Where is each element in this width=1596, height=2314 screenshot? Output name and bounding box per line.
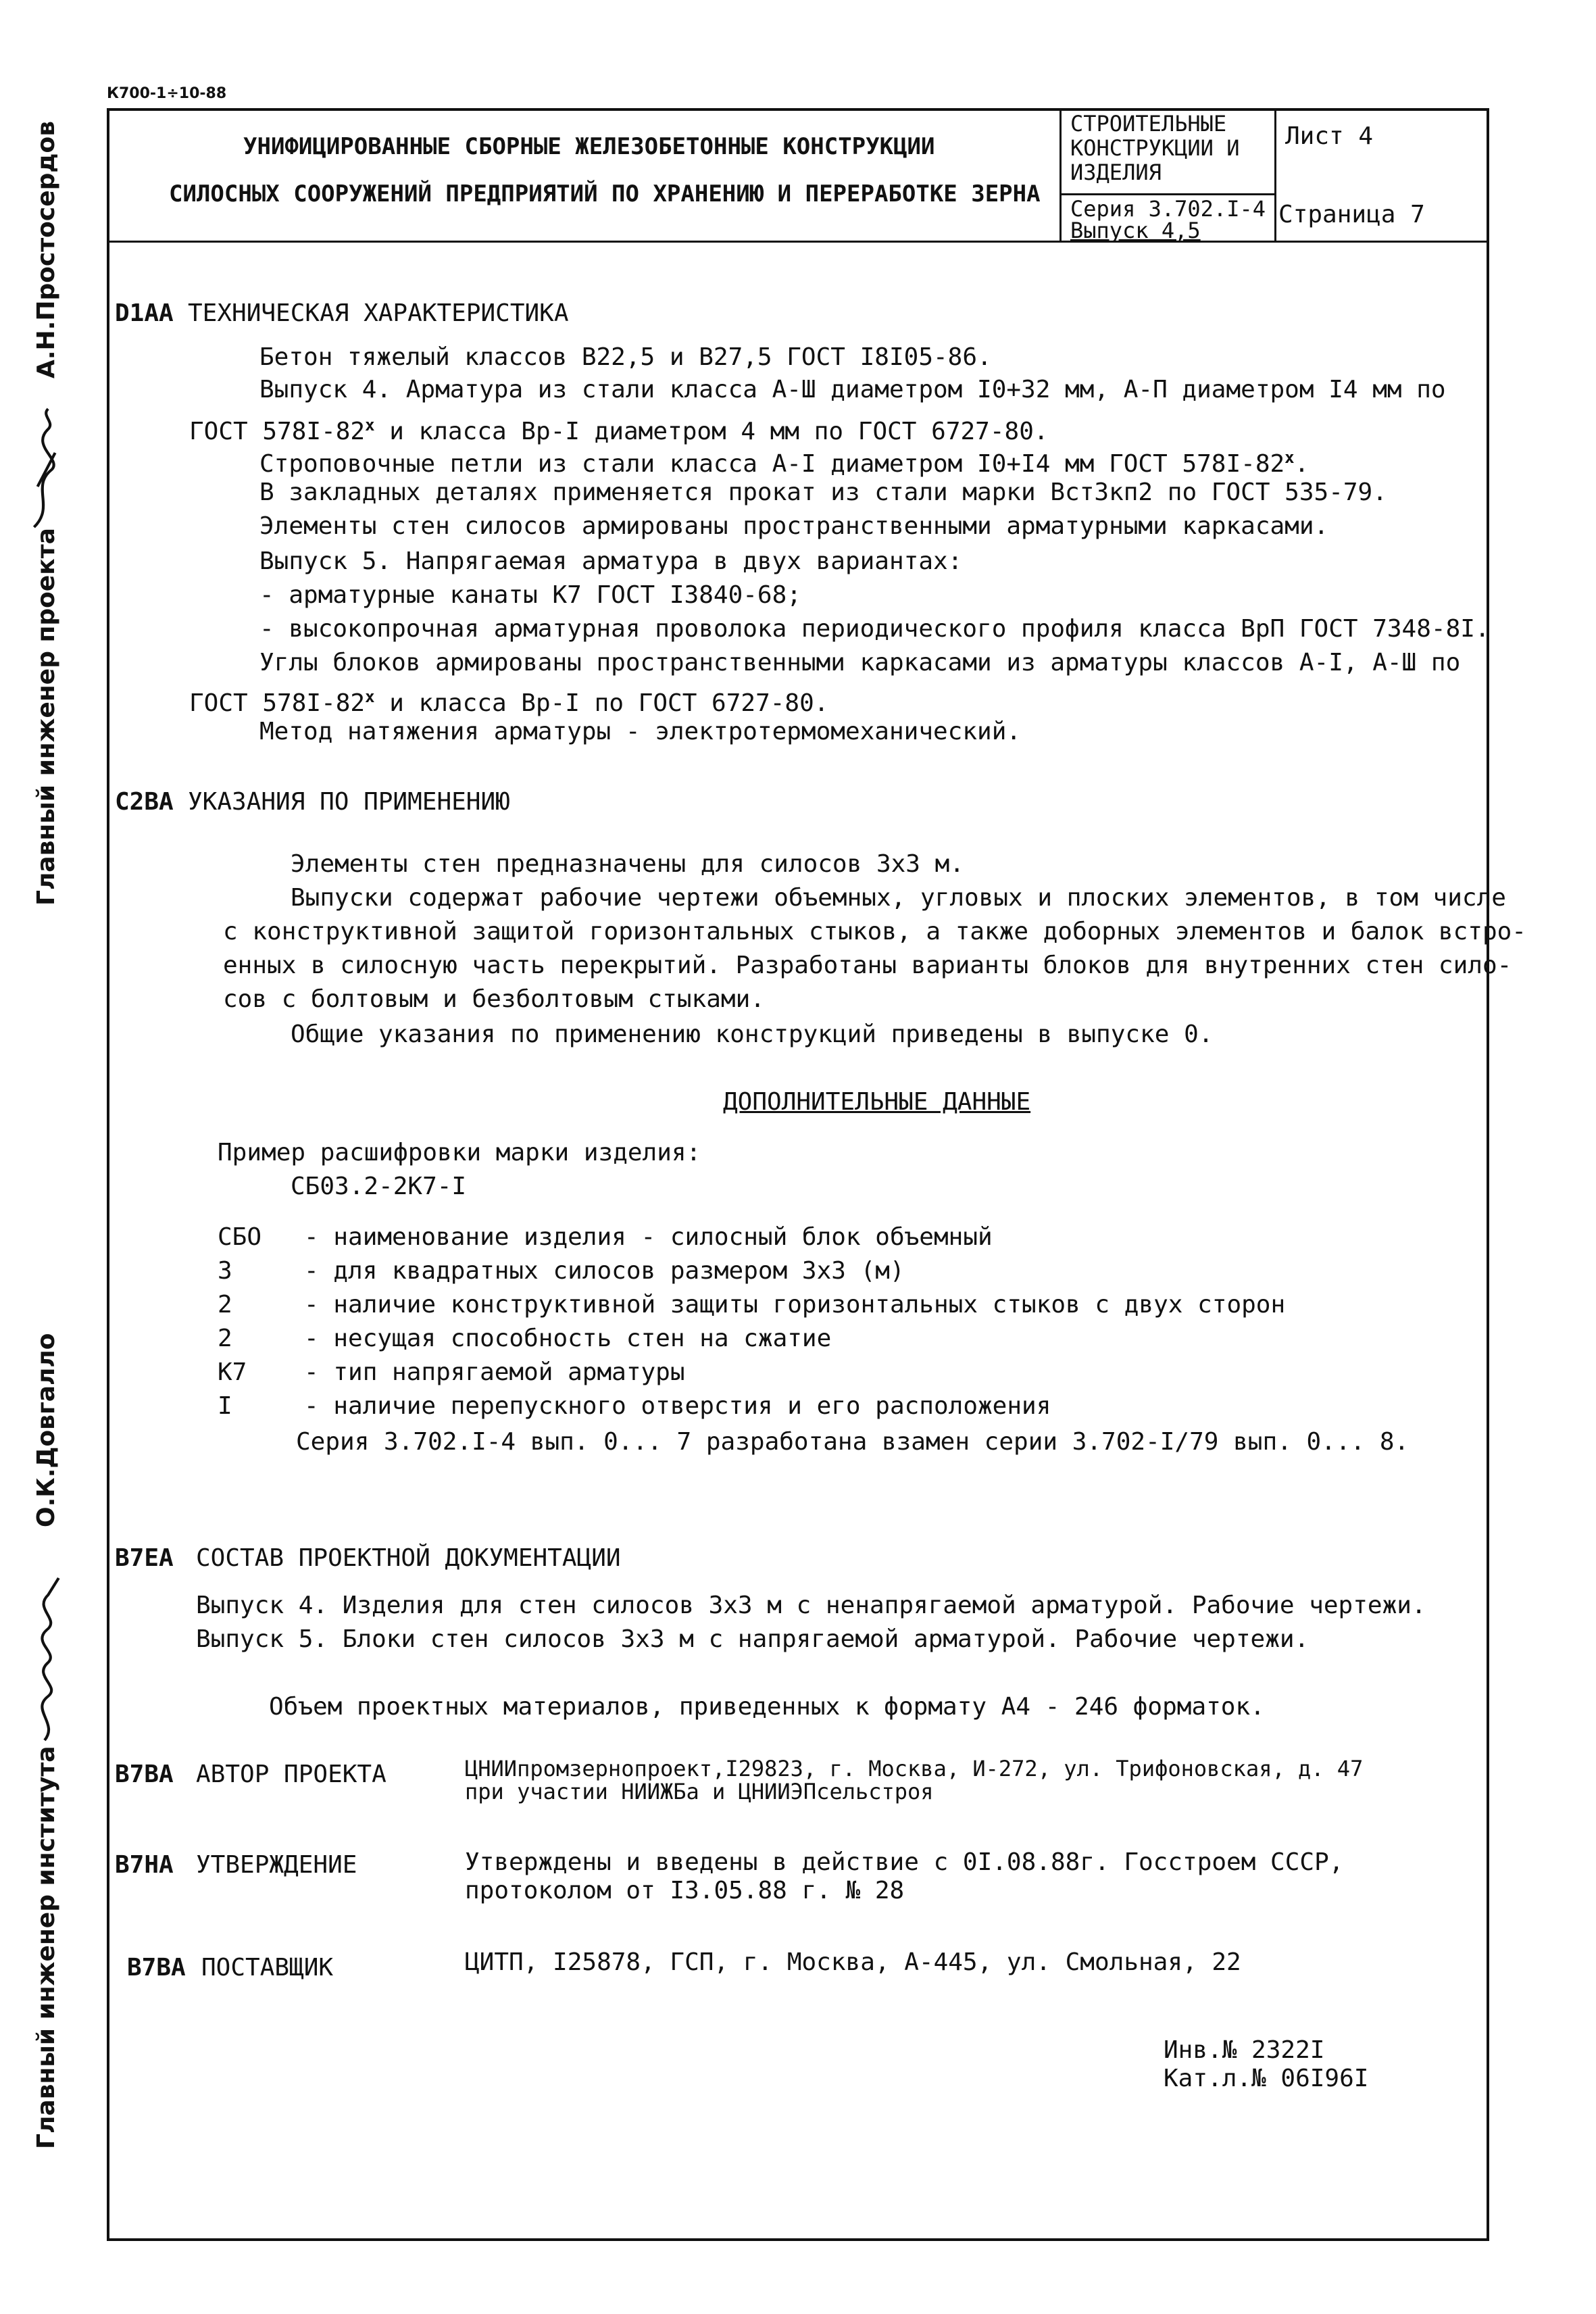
tech-line-1: Бетон тяжелый классов В22,5 и В27,5 ГОСТ I8I05-86. [259,343,992,371]
header-issue: Выпуск 4,5 [1070,218,1201,243]
tech-line-11-a: ГОСТ 578I-82 [189,689,366,717]
tech-line-8: - арматурные канаты К7 ГОСТ I3840-68; [259,581,801,609]
author-section-heading: АВТОР ПРОЕКТА [196,1761,386,1788]
usage-section-code: C2BA [115,788,174,816]
series-note: Серия 3.702.I-4 вып. 0... 7 разработана взамен серии 3.702-I/79 вып. 0... 8. [296,1428,1410,1456]
tech-line-3-sup: x [365,416,375,435]
tech-line-10: Углы блоков армированы пространственными каркасами из арматуры классов А-I, А-Ш по [259,649,1461,676]
decode-row-4 [218,1323,831,1355]
decode-text-1: - наименование изделия - силосный блок объемный [304,1223,993,1251]
signature-top [27,405,62,534]
tech-line-3-a: ГОСТ 578I-82 [189,418,366,445]
supplier-section-code: B7BA [127,1954,186,1981]
header-page: Страница 7 [1278,201,1425,228]
header-title-line1: УНИФИЦИРОВАННЫЕ СБОРНЫЕ ЖЕЛЕЗОБЕТОННЫЕ КОНСТРУКЦИИ [243,133,935,160]
footer-catalog-number: Кат.л.№ 06I96I [1164,2065,1369,2092]
tech-line-7: Выпуск 5. Напрягаемая арматура в двух вариантах: [259,547,963,575]
usage-line-6: Общие указания по применению конструкций приведены в выпуске 0. [291,1020,1214,1048]
document-code: К700-1÷10-88 [107,85,227,102]
extra-heading: ДОПОЛНИТЕЛЬНЫЕ ДАННЫЕ [723,1088,1031,1116]
usage-line-5: сов с болтовым и безболтовым стыками. [223,985,765,1013]
decode-row-3 [218,1289,1285,1321]
usage-line-2: Выпуски содержат рабочие чертежи объемных, угловых и плоских элементов, в том числе [291,884,1506,912]
tech-line-11 [189,681,828,720]
decode-key-5: К7 [218,1358,247,1386]
tech-line-6: Элементы стен силосов армированы пространственными арматурными каркасами. [259,512,1329,540]
extra-example-label: Пример расшифровки марки изделия: [218,1139,701,1166]
decode-row-1 [218,1221,993,1254]
tech-section-heading: ТЕХНИЧЕСКАЯ ХАРАКТЕРИСТИКА [188,299,569,327]
tech-line-12: Метод натяжения арматуры - электротермомеханический. [259,718,1022,745]
header-bottom-rule [107,241,1489,243]
sidebar-bottom-name: О.К.Довгалло [32,1333,60,1527]
decode-text-3: - наличие конструктивной защиты горизонтальных стыков с двух сторон [304,1291,1286,1319]
author-section-code: B7BA [115,1761,174,1788]
decode-key-6: I [218,1392,232,1420]
decode-text-6: - наличие перепускного отверстия и его расположения [304,1392,1051,1420]
header-category-rule [1059,193,1274,195]
supplier-section-heading: ПОСТАВЩИК [201,1954,334,1981]
docs-line-1: Выпуск 4. Изделия для стен силосов 3х3 м с ненапрягаемой арматурой. Рабочие чертежи. [196,1592,1426,1619]
sidebar-top-title: Главный инженер проекта [32,528,60,906]
header-category-line2: КОНСТРУКЦИИ И [1070,135,1240,161]
footer-inventory-number: Инв.№ 2322I [1164,2036,1325,2064]
decode-key-2: 3 [218,1257,232,1285]
signature-bottom [27,1575,62,1744]
author-line-2: при участии НИИЖБа и ЦНИИЭПсельстроя [465,1779,934,1804]
tech-line-2: Выпуск 4. Арматура из стали класса А-Ш диаметром I0+32 мм, А-П диаметром I4 мм по [259,376,1446,403]
approval-line-1: Утверждены и введены в действие с 0I.08.88г. Госстроем СССР, [465,1848,1344,1876]
docs-section-heading: СОСТАВ ПРОЕКТНОЙ ДОКУМЕНТАЦИИ [196,1544,621,1572]
tech-line-9: - высокопрочная арматурная проволока периодического профиля класса ВрП ГОСТ 7348-8I. [259,615,1490,643]
decode-text-2: - для квадратных силосов размером 3х3 (м) [304,1257,905,1285]
author-line-1: ЦНИИпромзернопроект,I29823, г. Москва, И-272, ул. Трифоновская, д. 47 [465,1756,1364,1781]
header-category-line1: СТРОИТЕЛЬНЫЕ [1070,111,1227,137]
usage-section-heading: УКАЗАНИЯ ПО ПРИМЕНЕНИЮ [188,788,510,816]
tech-line-11-b: и класса Вр-I по ГОСТ 6727-80. [374,689,829,717]
header-series: Серия 3.702.I-4 [1070,196,1266,222]
supplier-line-1: ЦИТП, I25878, ГСП, г. Москва, А-445, ул. Смольная, 22 [465,1948,1241,1976]
approval-line-2: протоколом от I3.05.88 г. № 28 [465,1877,905,1904]
tech-line-4-b: . [1294,450,1310,478]
decode-row-2 [218,1255,905,1287]
extra-example-mark: СБ03.2-2К7-I [291,1173,467,1200]
tech-line-3-b: и класса Вр-I диаметром 4 мм по ГОСТ 6727-80. [374,418,1049,445]
tech-line-5: В закладных деталях применяется прокат из стали марки ВстЗкп2 по ГОСТ 535-79. [259,478,1387,506]
usage-line-3: с конструктивной защитой горизонтальных стыков, а также доборных элементов и балок встро- [223,918,1526,945]
tech-line-4-a: Строповочные петли из стали класса А-I диаметром I0+I4 мм ГОСТ 578I-82 [259,450,1285,478]
docs-line-2: Выпуск 5. Блоки стен силосов 3х3 м с напрягаемой арматурой. Рабочие чертежи. [196,1625,1310,1653]
header-title-line2: СИЛОСНЫХ СООРУЖЕНИЙ ПРЕДПРИЯТИЙ ПО ХРАНЕНИЮ И ПЕРЕРАБОТКЕ ЗЕРНА [169,180,1041,207]
tech-section-code: D1AA [115,299,174,327]
decode-text-4: - несущая способность стен на сжатие [304,1325,832,1352]
header-category-line3: ИЗДЕЛИЯ [1070,159,1162,185]
usage-line-4: енных в силосную часть перекрытий. Разработаны варианты блоков для внутренних стен сило- [223,952,1512,979]
decode-key-4: 2 [218,1325,232,1352]
tech-line-11-sup: x [365,687,375,706]
sidebar-top-name: А.Н.Простосердов [32,120,60,378]
decode-key-1: СБО [218,1223,262,1251]
decode-row-5 [218,1356,685,1389]
decode-text-5: - тип напрягаемой арматуры [304,1358,685,1386]
header-divider-2 [1274,108,1276,242]
header-divider-1 [1059,108,1062,242]
approval-section-heading: УТВЕРЖДЕНИЕ [196,1851,357,1879]
docs-volume: Объем проектных материалов, приведенных к формату А4 - 246 форматок. [269,1693,1265,1721]
decode-row-6 [218,1390,1051,1423]
docs-section-code: B7EA [115,1544,174,1572]
tech-line-4 [259,441,1309,481]
sidebar-bottom-title: Главный инженер института [32,1746,60,2149]
header-sheet: Лист 4 [1285,122,1374,150]
approval-section-code: B7HA [115,1851,174,1879]
decode-key-3: 2 [218,1291,232,1319]
tech-line-4-sup: x [1285,448,1295,467]
usage-line-1: Элементы стен предназначены для силосов 3х3 м. [291,850,964,878]
